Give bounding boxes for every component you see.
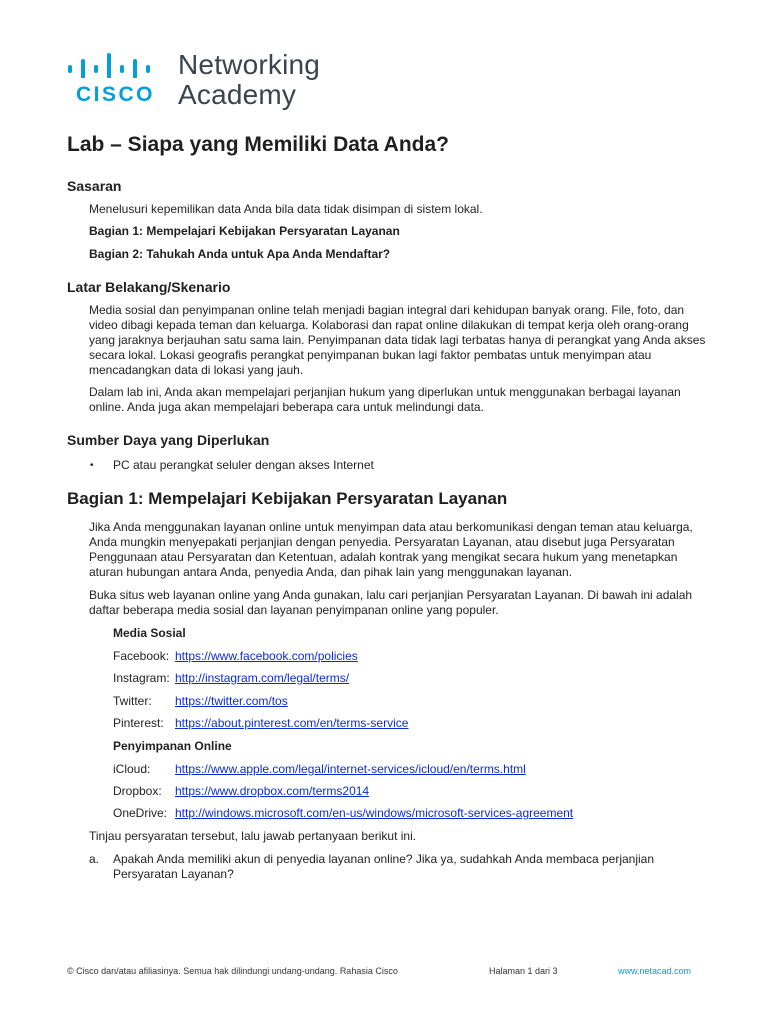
question-letter: a. xyxy=(89,852,100,866)
service-label-dropbox: Dropbox: xyxy=(113,784,162,798)
footer-site-link[interactable]: www.netacad.com xyxy=(618,966,692,976)
social-media-heading: Media Sosial xyxy=(113,626,186,640)
cisco-wordmark: CISCO xyxy=(76,83,156,106)
resources-heading: Sumber Daya yang Diperlukan xyxy=(67,432,270,448)
review-instruction: Tinjau persyaratan tersebut, lalu jawab pertanyaan berikut ini. xyxy=(89,829,417,843)
objective-part2: Bagian 2: Tahukah Anda untuk Apa Anda Mendaftar? xyxy=(89,247,391,261)
logo-academy-text: Academy xyxy=(178,79,297,110)
service-label-instagram: Instagram: xyxy=(113,671,170,685)
logo-networking-text: Networking xyxy=(178,49,321,80)
service-label-onedrive: OneDrive: xyxy=(113,806,168,820)
cisco-logo-bars-icon xyxy=(67,52,167,78)
part1-heading: Bagian 1: Mempelajari Kebijakan Persyaratan Layanan xyxy=(67,489,508,508)
service-label-facebook: Facebook: xyxy=(113,649,170,663)
part1-para2: Buka situs web layanan online yang Anda gunakan, lalu cari perjanjian Persyaratan Layanan. Di bawah ini adalah daftar beberapa media sosial dan layanan penyimpanan online yang populer. xyxy=(89,588,693,617)
resource-item: PC atau perangkat seluler dengan akses Internet xyxy=(113,458,374,472)
objectives-heading: Sasaran xyxy=(67,178,122,194)
link-facebook[interactable]: https://www.facebook.com/policies xyxy=(175,649,358,663)
service-label-icloud: iCloud: xyxy=(113,762,151,776)
background-heading: Latar Belakang/Skenario xyxy=(67,279,231,295)
service-label-twitter: Twitter: xyxy=(113,694,152,708)
link-pinterest[interactable]: https://about.pinterest.com/en/terms-service xyxy=(175,716,409,730)
link-onedrive[interactable]: http://windows.microsoft.com/en-us/windows/microsoft-services-agreement xyxy=(175,806,574,820)
objective-part1: Bagian 1: Mempelajari Kebijakan Persyaratan Layanan xyxy=(89,224,400,238)
link-twitter[interactable]: https://twitter.com/tos xyxy=(175,694,288,708)
background-para1: Media sosial dan penyimpanan online telah menjadi bagian integral dari kehidupan banyak orang. File, foto, dan video dibagi kepada teman dan keluarga. Kolaborasi dan rapat online dilakukan di tempat kerja oleh orang-orang yang jaraknya berjauhan satu sama lain. Penyimpanan data tidak lagi terbatas hanya di perangkat yang Anda akses secara lokal. Lokasi geografis perangkat penyimpanan bukan lagi faktor pembatas untuk menyimpan atau mencadangkan data di lokasi yang jauh. xyxy=(89,303,706,377)
online-storage-heading: Penyimpanan Online xyxy=(113,739,232,753)
link-instagram[interactable]: http://instagram.com/legal/terms/ xyxy=(175,671,350,685)
question-text: Apakah Anda memiliki akun di penyedia layanan online? Jika ya, sudahkah Anda membaca perjanjian Persyaratan Layanan? xyxy=(113,852,655,881)
page-title: Lab – Siapa yang Memiliki Data Anda? xyxy=(67,133,449,156)
service-label-pinterest: Pinterest: xyxy=(113,716,164,730)
footer-page-number: Halaman 1 dari 3 xyxy=(489,966,558,976)
objectives-intro: Menelusuri kepemilikan data Anda bila data tidak disimpan di sistem lokal. xyxy=(89,202,483,216)
link-dropbox[interactable]: https://www.dropbox.com/terms2014 xyxy=(175,784,370,798)
part1-para1: Jika Anda menggunakan layanan online untuk menyimpan data atau berkomunikasi dengan teman atau keluarga, Anda mungkin menyepakati perjanjian dengan penyedia. Persyaratan Layanan, atau disebut juga Persyaratan Penggunaan atau Persyaratan dan Ketentuan, adalah kontrak yang mengikat secara hukum yang menetapkan aturan hubungan antara Anda, penyedia Anda, dan pihak lain yang menggunakan layanan. xyxy=(89,520,693,579)
link-icloud[interactable]: https://www.apple.com/legal/internet-services/icloud/en/terms.html xyxy=(175,762,526,776)
footer-copyright: © Cisco dan/atau afiliasinya. Semua hak dilindungi undang-undang. Rahasia Cisco xyxy=(67,966,398,976)
bullet-icon: • xyxy=(90,460,94,471)
background-para2: Dalam lab ini, Anda akan mempelajari perjanjian hukum yang diperlukan untuk menggunakan berbagai layanan online. Anda juga akan mempelajari beberapa cara untuk melindungi data. xyxy=(89,385,681,414)
